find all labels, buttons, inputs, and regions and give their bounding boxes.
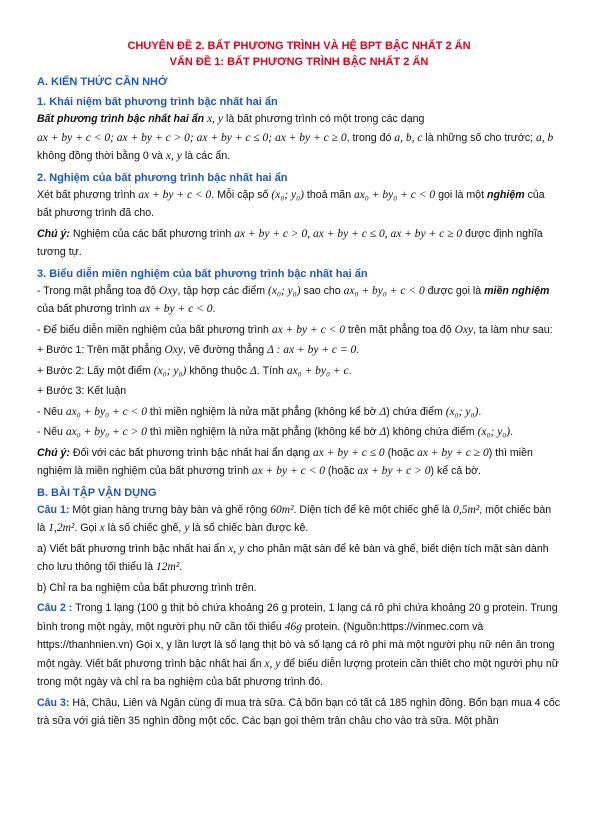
- question-label: Câu 1:: [37, 503, 70, 516]
- question-label: Câu 3:: [37, 696, 70, 709]
- question-label: Câu 2 :: [37, 602, 73, 614]
- note-paragraph: Chú ý: Nghiệm của các bất phương trình ax + by + c > 0, ax + by + c ≤ 0, ax + by + c ≥ 0 được định nghĩa tương tự.: [37, 227, 543, 258]
- question-1-part-a: a) Viết bất phương trình bậc nhất hai ẩn x, y cho phần mặt sàn để kê bàn và ghế, biết diện tích mặt sàn dành cho lưu thông tối thiểu là 12m².: [37, 542, 549, 573]
- step-2: + Bước 2: Lấy một điểm (x₀; y₀) không thuộc Δ. Tính ax₀ + by₀ + c.: [37, 364, 352, 377]
- step-3: + Bước 3: Kết luận: [37, 385, 127, 397]
- subsection-1-heading: 1. Khái niệm bất phương trình bậc nhất hai ẩn: [37, 96, 278, 108]
- note-paragraph-2: Chú ý: Đối với các bất phương trình bậc nhất hai ẩn dạng ax + by + c ≤ 0 (hoặc ax + by + c ≥ 0) thì miền nghiệm là miền nghiệm của bất phương trình ax + by + c < 0 (hoặc ax + by + c > 0) kể cả bờ.: [37, 446, 533, 477]
- chapter-title: CHUYÊN ĐỀ 2. BẤT PHƯƠNG TRÌNH VÀ HỆ BPT BẬC NHẤT 2 ẨN: [127, 40, 471, 52]
- math-vars: x, y: [207, 113, 224, 125]
- case-negative: - Nếu ax₀ + by₀ + c < 0 thì miền nghiệm là nửa mặt phẳng (không kể bờ Δ) chứa điểm (x₀; y₀).: [37, 405, 482, 418]
- subsection-3-heading: 3. Biểu diễn miền nghiệm của bất phương trình bậc nhất hai ẩn: [37, 267, 368, 280]
- method-paragraph: - Để biểu diễn miền nghiệm của bất phương trình ax + by + c < 0 trên mặt phẳng toạ độ Oxy, ta làm như sau:: [37, 323, 553, 336]
- solution-paragraph: Xét bất phương trình ax + by + c < 0. Mỗi cặp số (x₀; y₀) thoả mãn ax₀ + by₀ + c < 0 gọi là một nghiệm của bất phương trình đã cho.: [37, 188, 545, 219]
- section-a-heading: A. KIẾN THỨC CẦN NHỚ: [37, 76, 168, 88]
- question-1-part-b: b) Chỉ ra ba nghiệm của bất phương trình trên.: [37, 581, 257, 594]
- question-2: Câu 2 : Trong 1 lạng (100 g thịt bò chứa khoảng 26 g protein, 1 lạng cá rô phi chứa khoảng 20 g protein. Trung bình trong một ngày, một người phụ nữ cần tối thiểu 46g protein. (Nguồn:https://vinmec.com và https://thanhnien.vn) Gọi x, y lần lượt là số lạng thịt bò và số lạng cá rô phi mà một người phụ nữ nên ăn trong một ngày. Viết bất phương trình bậc nhất hai ẩn x, y để biểu diễn lượng protein cần thiết cho một người phụ nữ trong một ngày và chỉ ra ba nghiệm của bất phương trình đó.: [37, 602, 559, 688]
- subsection-2-heading: 2. Nghiệm của bất phương trình bậc nhất hai ẩn: [37, 171, 288, 184]
- question-1: Câu 1: Một gian hàng trưng bày bàn và ghế rộng 60m². Diện tích để kê một chiếc ghế là 0,5m², một chiếc bàn là 1,2m². Gọi x là số chiếc ghế, y là số chiếc bàn được kê.: [37, 503, 552, 534]
- math-forms: ax + by + c < 0; ax + by + c > 0; ax + by + c ≤ 0; ax + by + c ≥ 0: [37, 131, 347, 144]
- question-3: Câu 3: Hà, Châu, Liên và Ngân cùng đi mua trà sữa. Cả bốn bạn có tất cả 185 nghìn đồng. Bốn bạn mua 4 cốc trà sữa với giá tiền 35 nghìn đồng một cốc. Các bạn gọi thêm trân châu cho vào trà sữa. Một phần: [37, 696, 561, 727]
- region-paragraph: - Trong mặt phẳng toạ độ Oxy, tập hợp các điểm (x₀; y₀) sao cho ax₀ + by₀ + c < 0 được gọi là miền nghiệm của bất phương trình ax + by + c < 0.: [37, 284, 550, 315]
- topic-title: VẤN ĐỀ 1: BẤT PHƯƠNG TRÌNH BẬC NHẤT 2 ẨN: [169, 56, 429, 68]
- case-positive: - Nếu ax₀ + by₀ + c > 0 thì miền nghiệm là nửa mặt phẳng (không kể bờ Δ) không chứa điểm (x₀; y₀).: [37, 426, 514, 438]
- section-b-heading: B. BÀI TẬP VẬN DỤNG: [37, 486, 157, 499]
- definition-paragraph: Bất phương trình bậc nhất hai ẩn x, y là bất phương trình có một trong các dạng ax + by + c < 0; ax + by + c > 0; ax + by + c ≤ 0; ax + by + c ≥ 0, trong đó a, b, c là những số cho trước; a, b không đồng thời bằng 0 và x, y là các ẩn.: [37, 113, 554, 162]
- definition-term: Bất phương trình bậc nhất hai ẩn: [37, 113, 205, 125]
- step-1: + Bước 1: Trên mặt phẳng Oxy, vẽ đường thẳng Δ : ax + by + c = 0.: [37, 344, 360, 356]
